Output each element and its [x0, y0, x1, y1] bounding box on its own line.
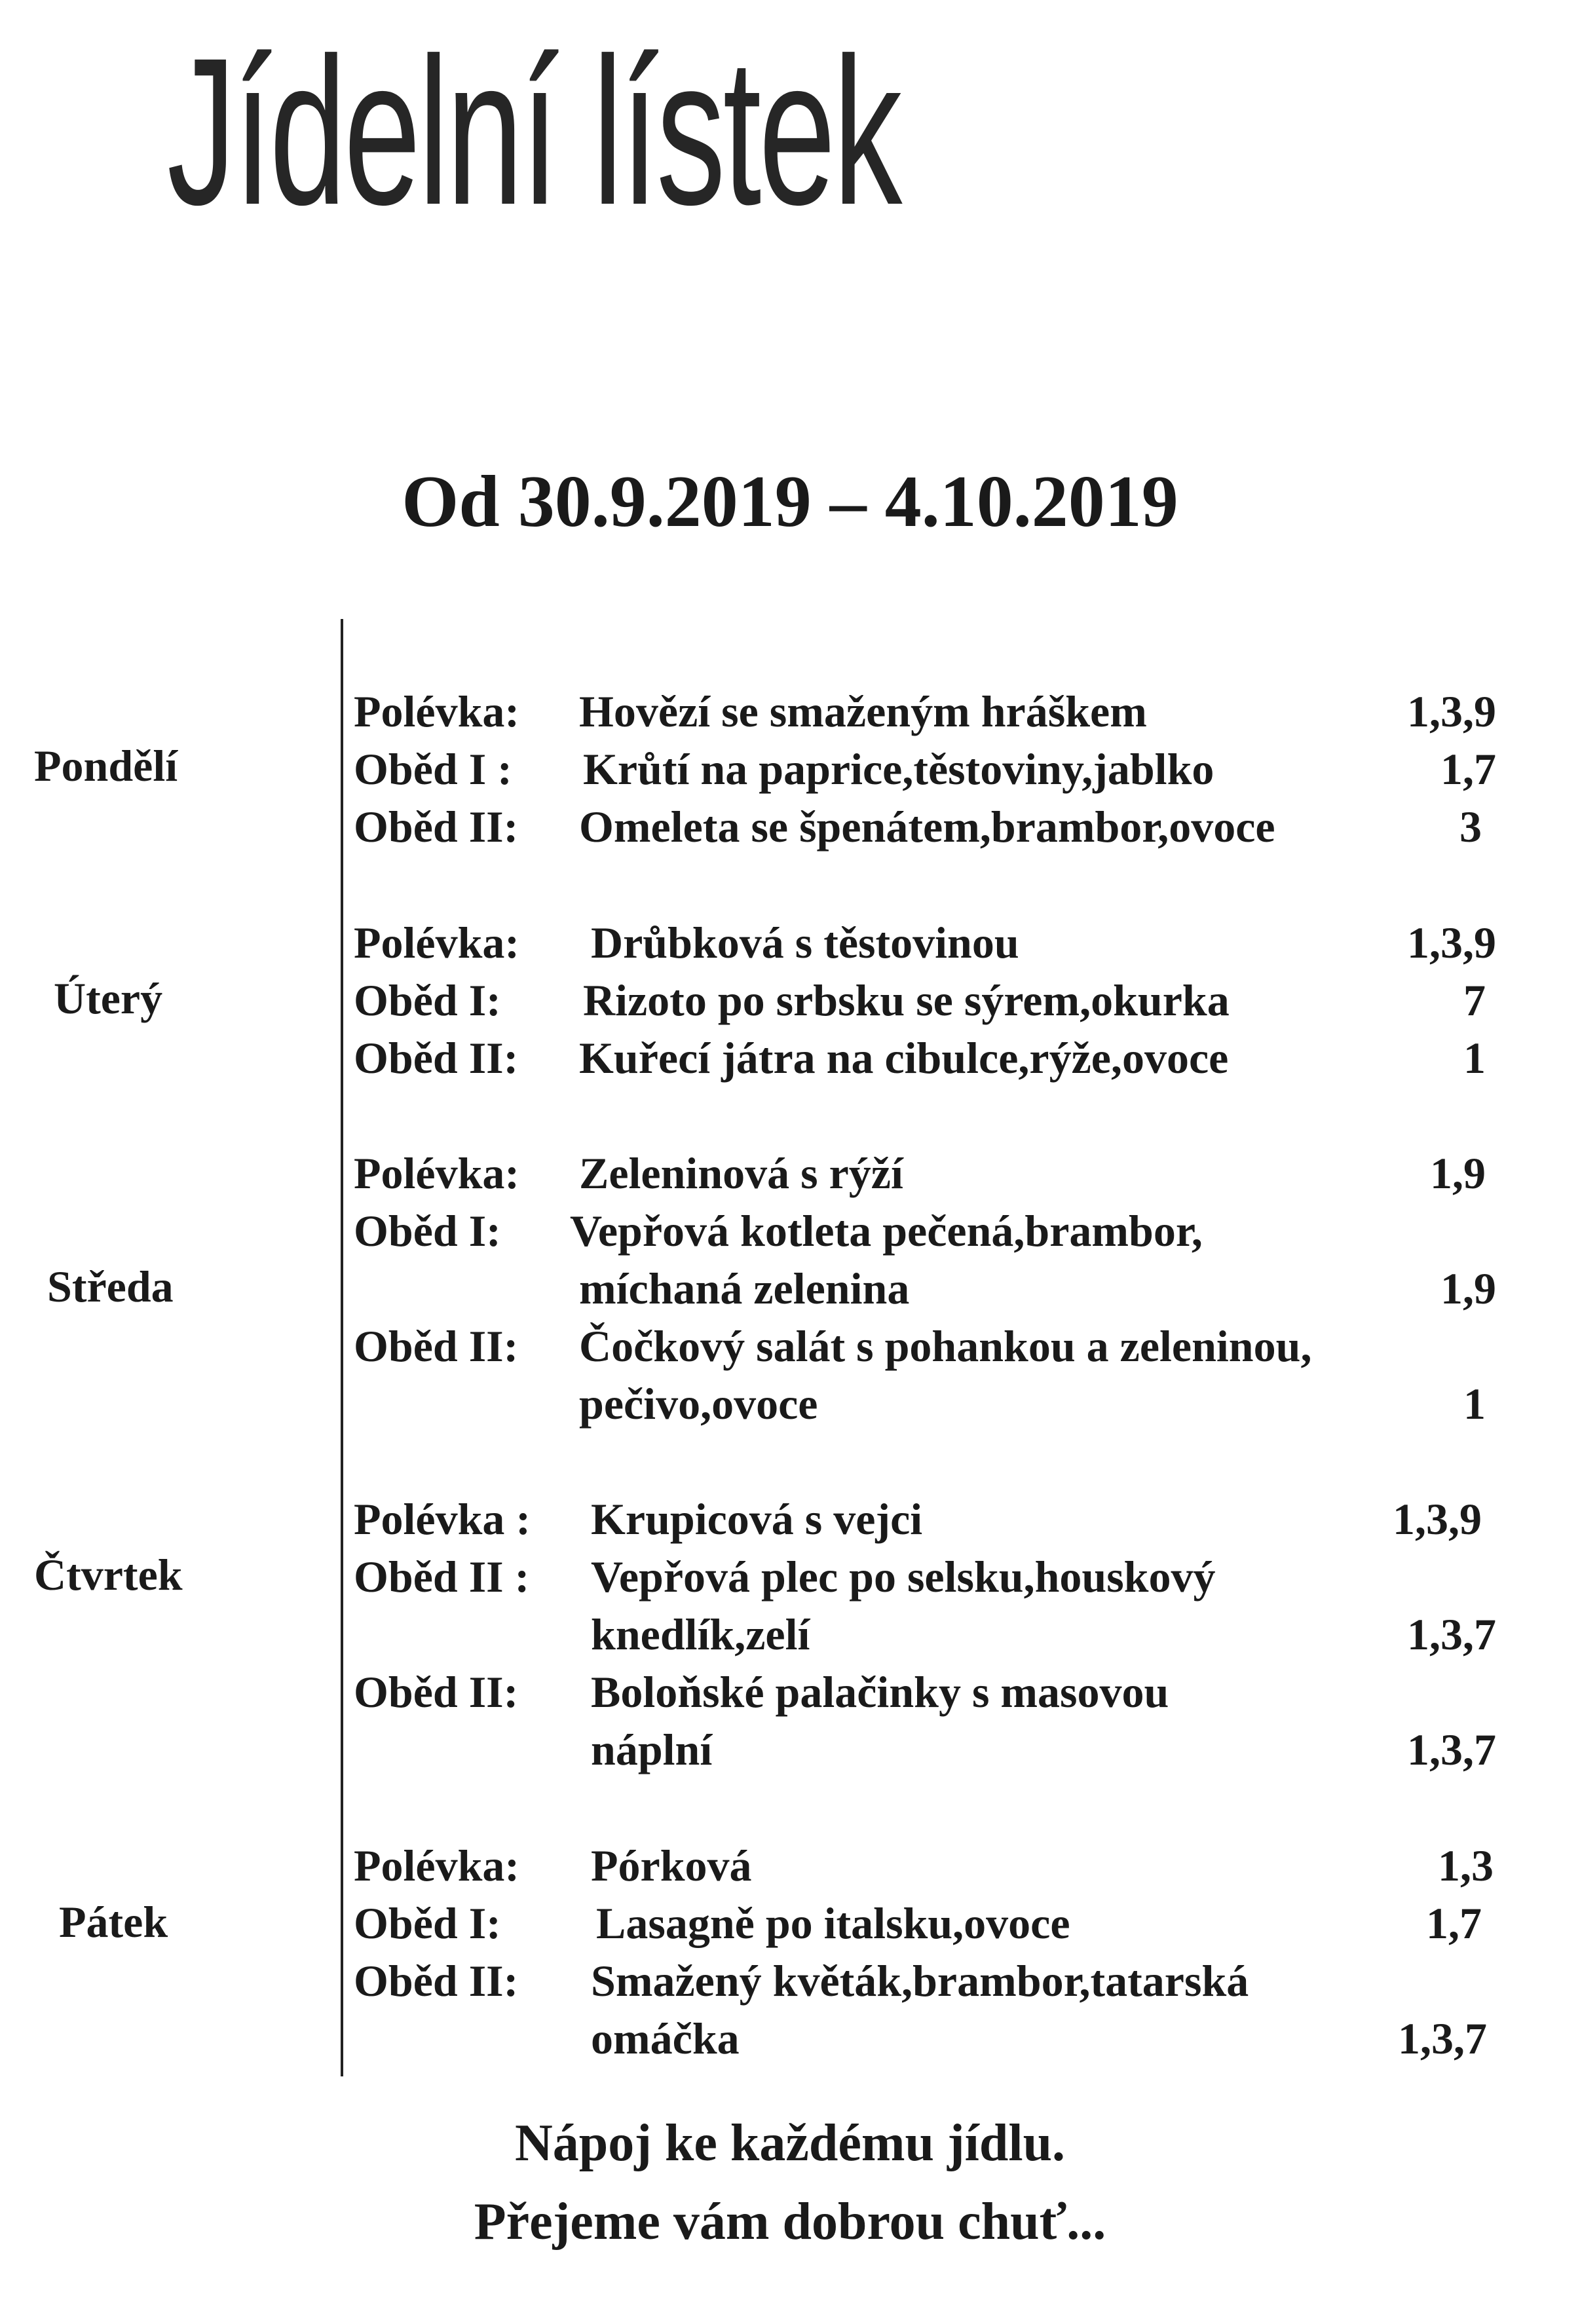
- allergen-codes: 1,7: [1440, 744, 1496, 794]
- allergen-codes: 1,3: [1438, 1841, 1494, 1890]
- meal-label: Polévka :: [354, 1494, 531, 1544]
- dish-name: pečivo,ovoce: [579, 1379, 818, 1429]
- meal-label: Oběd II:: [354, 1667, 519, 1717]
- allergen-codes: 1: [1463, 1033, 1486, 1083]
- dish-name: Rizoto po srbsku se sýrem,okurka: [583, 975, 1230, 1025]
- day-name: Pátek: [59, 1897, 168, 1947]
- meal-label: Oběd II:: [354, 1321, 519, 1371]
- allergen-codes: 7: [1463, 975, 1486, 1025]
- day-name: Středa: [47, 1262, 174, 1311]
- footer-greeting: Přejeme vám dobrou chuť...: [474, 2193, 1106, 2251]
- allergen-codes: 3: [1459, 802, 1482, 852]
- allergen-codes: 1,7: [1426, 1898, 1482, 1948]
- column-divider: [341, 619, 343, 2076]
- dish-name: Drůbková s těstovinou: [591, 918, 1019, 967]
- allergen-codes: 1,9: [1440, 1264, 1496, 1313]
- allergen-codes: 1,3,7: [1407, 1725, 1496, 1774]
- meal-label: Oběd I:: [354, 975, 501, 1025]
- dish-name: Pórková: [591, 1841, 752, 1890]
- meal-label: Oběd II:: [354, 1956, 519, 2006]
- meal-label: Polévka:: [354, 1841, 520, 1890]
- allergen-codes: 1,3,9: [1407, 918, 1496, 967]
- meal-label: Oběd I :: [354, 744, 512, 794]
- allergen-codes: 1,3,9: [1393, 1494, 1482, 1544]
- dish-name: Vepřová plec po selsku,houskový: [591, 1552, 1216, 1602]
- meal-label: Oběd I:: [354, 1206, 501, 1256]
- allergen-codes: 1,3,7: [1398, 2014, 1487, 2063]
- dish-name: náplní: [591, 1725, 713, 1774]
- meal-label: Oběd I:: [354, 1898, 501, 1948]
- meal-label: Oběd II :: [354, 1552, 530, 1602]
- meal-label: Oběd II:: [354, 1033, 519, 1083]
- dish-name: Zeleninová s rýží: [579, 1148, 903, 1198]
- dish-name: Čočkový salát s pohankou a zeleninou,: [579, 1321, 1312, 1371]
- dish-name: Boloňské palačinky s masovou: [591, 1667, 1169, 1717]
- dish-name: knedlík,zelí: [591, 1609, 810, 1659]
- dish-name: Vepřová kotleta pečená,brambor,: [570, 1206, 1203, 1256]
- day-name: Pondělí: [34, 741, 178, 791]
- dish-name: Lasagně po italsku,ovoce: [596, 1898, 1070, 1948]
- dish-name: Krupicová s vejci: [591, 1494, 923, 1544]
- meal-label: Polévka:: [354, 1148, 520, 1198]
- dish-name: Smažený květák,brambor,tatarská: [591, 1956, 1249, 2006]
- meal-label: Polévka:: [354, 918, 520, 967]
- dish-name: Krůtí na paprice,těstoviny,jablko: [583, 744, 1214, 794]
- dish-name: Omeleta se špenátem,brambor,ovoce: [579, 802, 1275, 852]
- dish-name: míchaná zelenina: [579, 1264, 910, 1313]
- allergen-codes: 1,3,7: [1407, 1609, 1496, 1659]
- allergen-codes: 1: [1463, 1379, 1486, 1429]
- footer-drink-note: Nápoj ke každému jídlu.: [514, 2114, 1066, 2172]
- dish-name: omáčka: [591, 2014, 740, 2063]
- meal-label: Oběd II:: [354, 802, 519, 852]
- date-range: Od 30.9.2019 – 4.10.2019: [402, 461, 1178, 542]
- dish-name: Kuřecí játra na cibulce,rýže,ovoce: [579, 1033, 1229, 1083]
- page-title: Jídelní lístek: [167, 14, 900, 248]
- allergen-codes: 1,3,9: [1407, 686, 1496, 736]
- meal-label: Polévka:: [354, 686, 520, 736]
- day-name: Čtvrtek: [34, 1550, 183, 1600]
- day-name: Úterý: [54, 973, 163, 1023]
- allergen-codes: 1,9: [1430, 1148, 1486, 1198]
- dish-name: Hovězí se smaženým hráškem: [579, 686, 1147, 736]
